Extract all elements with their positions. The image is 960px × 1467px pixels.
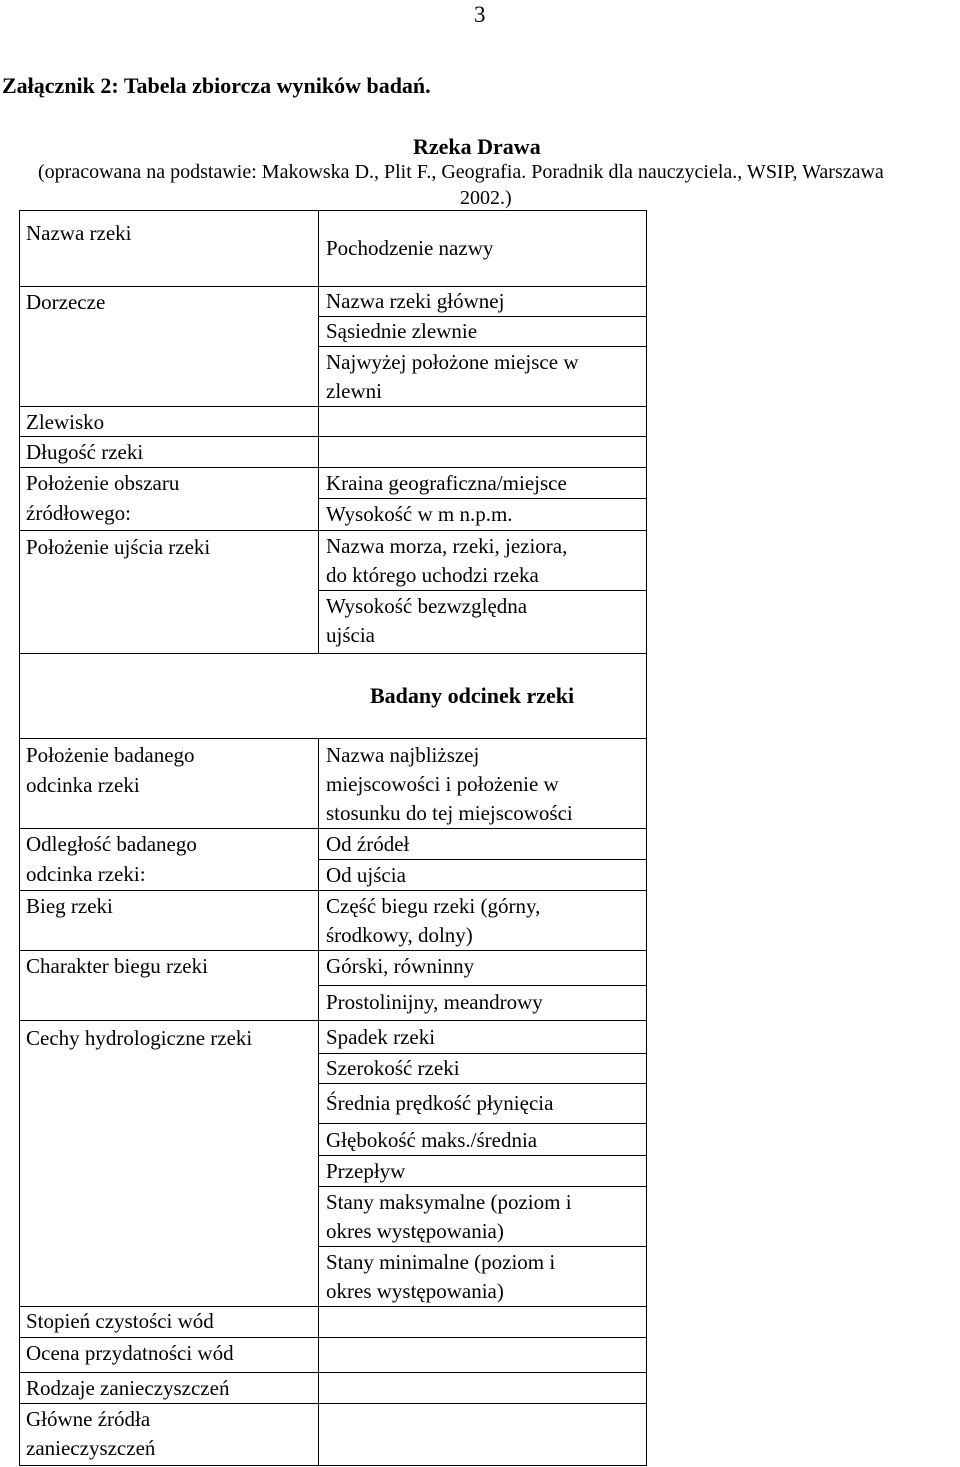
label-stany-min-2: okres występowania)	[326, 1279, 504, 1303]
source-line-1: (opracowana na podstawie: Makowska D., Plit F., Geografia. Poradnik dla nauczyciela., WSIP, Warszawa	[38, 161, 884, 183]
label-najwyzej-2: zlewni	[326, 379, 382, 403]
label-najwyzej-1: Najwyżej położone miejsce w	[326, 350, 579, 374]
label-odleglosc-1: Odległość badanego	[26, 832, 197, 856]
page-number: 3	[474, 2, 486, 27]
label-od-zrodel: Od źródeł	[326, 832, 410, 856]
river-title: Rzeka Drawa	[413, 134, 541, 159]
label-pochodzenie: Pochodzenie nazwy	[326, 236, 494, 260]
label-polozenie-odcinka-2: odcinka rzeki	[26, 773, 140, 797]
label-miejscowosc-2: miejscowości i położenie w	[326, 772, 559, 796]
label-odleglosc-2: odcinka rzeki:	[26, 862, 146, 886]
label-morze-1: Nazwa morza, rzeki, jeziora,	[326, 534, 568, 558]
label-przeplyw: Przepływ	[326, 1159, 406, 1183]
label-charakter: Charakter biegu rzeki	[26, 954, 208, 978]
label-kraina: Kraina geograficzna/miejsce	[326, 471, 567, 495]
label-dorzecze: Dorzecze	[26, 290, 106, 314]
label-wys-bezwz-2: ujścia	[326, 623, 375, 647]
label-polozenie-zrodel-1: Położenie obszaru	[26, 471, 180, 495]
label-czesc-1: Część biegu rzeki (górny,	[326, 894, 541, 918]
label-gorski: Górski, równinny	[326, 954, 475, 978]
label-polozenie-odcinka-1: Położenie badanego	[26, 743, 195, 767]
label-glowne-1: Główne źródła	[26, 1407, 151, 1431]
label-morze-2: do którego uchodzi rzeka	[326, 563, 539, 587]
source-line-2: 2002.)	[460, 187, 512, 209]
label-polozenie-zrodel-2: źródłowego:	[26, 501, 131, 525]
label-szerokosc: Szerokość rzeki	[326, 1056, 460, 1080]
label-nazwa-rzeki: Nazwa rzeki	[26, 221, 132, 245]
label-glowne-2: zanieczyszczeń	[26, 1436, 156, 1460]
label-wys-bezwz-1: Wysokość bezwzględna	[326, 594, 528, 618]
label-stopien: Stopień czystości wód	[26, 1309, 214, 1333]
label-czesc-2: środkowy, dolny)	[326, 923, 473, 947]
label-dlugosc: Długość rzeki	[26, 440, 144, 464]
label-prostolinijny: Prostolinijny, meandrowy	[326, 990, 543, 1014]
label-rodzaje: Rodzaje zanieczyszczeń	[26, 1376, 230, 1400]
label-bieg: Bieg rzeki	[26, 894, 113, 918]
section-title: Badany odcinek rzeki	[370, 683, 575, 708]
label-wysokosc-npm: Wysokość w m n.p.m.	[326, 502, 513, 526]
label-ocena: Ocena przydatności wód	[26, 1341, 234, 1365]
label-cechy: Cechy hydrologiczne rzeki	[26, 1026, 253, 1050]
label-zlewisko: Zlewisko	[26, 410, 105, 434]
label-sasiednie: Sąsiednie zlewnie	[326, 319, 478, 343]
label-polozenie-ujscia: Położenie ujścia rzeki	[26, 535, 211, 559]
label-rzeka-glowna: Nazwa rzeki głównej	[326, 289, 505, 313]
label-od-ujscia: Od ujścia	[326, 863, 406, 887]
label-miejscowosc-1: Nazwa najbliższej	[326, 743, 480, 767]
label-stany-max-2: okres występowania)	[326, 1219, 504, 1243]
label-stany-min-1: Stany minimalne (poziom i	[326, 1250, 556, 1274]
label-spadek: Spadek rzeki	[326, 1025, 436, 1049]
label-miejscowosc-3: stosunku do tej miejscowości	[326, 801, 573, 825]
label-predkosc: Średnia prędkość płynięcia	[326, 1091, 554, 1115]
page-heading: Załącznik 2: Tabela zbiorcza wyników badań.	[2, 73, 431, 98]
label-glebokosc: Głębokość maks./średnia	[326, 1128, 538, 1152]
label-stany-max-1: Stany maksymalne (poziom i	[326, 1190, 572, 1214]
